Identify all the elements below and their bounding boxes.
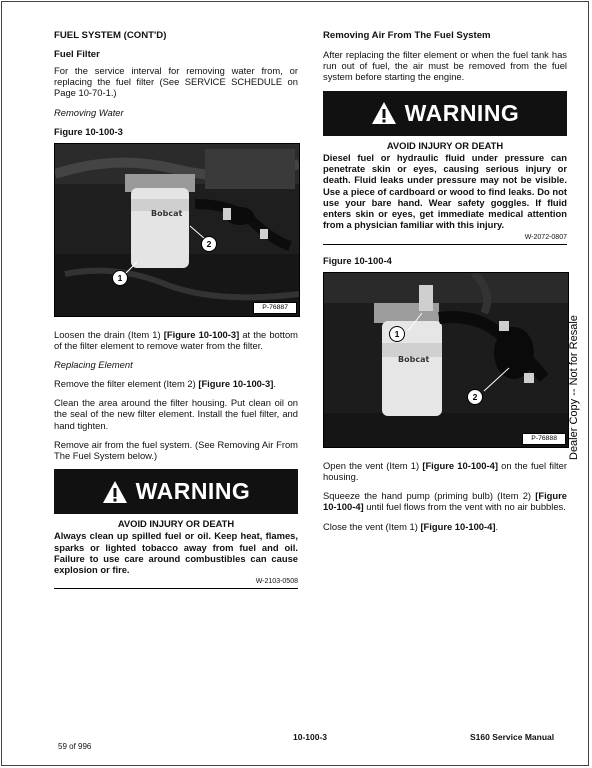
warning-triangle-icon	[102, 480, 128, 504]
figure-label: Figure 10-100-3	[54, 125, 123, 137]
intro-paragraph: After replacing the filter element or when the fuel tank has run out of fuel, the air must be removed from the fuel system before starting the engine.	[323, 49, 567, 83]
photo-illustration	[55, 144, 299, 316]
text: Remove the filter element (Item 2)	[54, 378, 199, 390]
warning-banner	[323, 91, 567, 136]
warning-title: WARNING	[135, 478, 251, 505]
text: .	[273, 378, 276, 390]
dealer-copy-watermark: Dealer Copy -- Not for Resale	[568, 315, 580, 460]
remove-element-paragraph	[54, 378, 298, 389]
warning-code: W-2072-0807	[524, 233, 567, 241]
drain-paragraph	[54, 329, 298, 351]
text: on the fuel filter housing.	[323, 459, 567, 482]
warning-body: Always clean up spilled fuel or oil. Keep heat, flames, sparks or lighted tobacco away from fuel and oil. Failure to use care around combustibles can cause explosion or fire.	[54, 530, 298, 576]
figure-code: P-76888	[522, 433, 566, 445]
figure-label: Figure 10-100-4	[323, 254, 392, 266]
text: Open the vent (Item 1)	[323, 459, 423, 471]
photo-brand-text: Bobcat	[151, 208, 183, 218]
section-heading: FUEL SYSTEM (CONT'D)	[54, 30, 167, 41]
figure-ref: [Figure 10-100-4]	[420, 520, 496, 532]
figure-ref: [Figure 10-100-3]	[163, 328, 240, 340]
callout-1: 1	[389, 326, 405, 342]
left-column	[54, 30, 298, 597]
text: .	[495, 520, 499, 532]
replacing-element-heading: Replacing Element	[54, 359, 133, 371]
callout-2: 2	[201, 236, 217, 252]
removing-water-heading: Removing Water	[54, 106, 124, 118]
warning-code: W-2103-0508	[255, 578, 298, 586]
photo-illustration	[324, 273, 568, 447]
warning-triangle-icon	[371, 101, 397, 125]
warning-box	[323, 91, 567, 245]
text: Squeeze the hand pump (priming bulb) (Item 2)	[323, 490, 536, 502]
callout-2: 2	[467, 389, 483, 405]
photo-brand-text: Bobcat	[398, 354, 430, 364]
page-number: 10-100-3	[293, 732, 328, 742]
section-heading: Removing Air From The Fuel System	[323, 30, 491, 41]
intro-paragraph: For the service interval for removing water from, or replacing the fuel filter (See SERVICE SCHEDULE on Page 10-70-1.)	[54, 65, 298, 99]
text: at the bottom of the filter element to remove water from the filter.	[54, 328, 298, 351]
figure-ref: [Figure 10-100-4]	[323, 490, 567, 513]
figure-ref: [Figure 10-100-4]	[422, 459, 498, 471]
squeeze-pump-paragraph	[323, 490, 567, 512]
warning-subtitle: AVOID INJURY OR DEATH	[386, 139, 504, 151]
manual-title: S160 Service Manual	[470, 732, 555, 742]
figure-ref: [Figure 10-100-3]	[198, 378, 274, 390]
close-vent-paragraph	[323, 521, 567, 532]
text: Close the vent (Item 1)	[323, 520, 421, 532]
warning-body: Diesel fuel or hydraulic fluid under pressure can penetrate skin or eyes, causing serious injury or death. Fluid leaks under pressure may not be visible. Use a piece of cardboard or wood to find leaks. Do not use your bare hand. Wear safety goggles. If fluid enters skin or eyes, get immediate medical attention from a physician familiar with this injury.	[323, 151, 567, 231]
figure-code: P-76887	[253, 302, 297, 314]
warning-title: WARNING	[404, 99, 520, 126]
remove-air-paragraph: Remove air from the fuel system. (See Removing Air From The Fuel System below.)	[54, 438, 298, 462]
warning-banner	[54, 469, 298, 514]
callout-1: 1	[112, 270, 128, 286]
text: until fuel flows from the vent with no air bubbles.	[363, 501, 566, 513]
clean-paragraph: Clean the area around the filter housing. Put clean oil on the seal of the new filter element. Install the fuel filter, and hand tighten.	[54, 397, 298, 431]
text: Loosen the drain (Item 1)	[54, 328, 164, 340]
warning-box	[54, 469, 298, 589]
open-vent-paragraph	[323, 460, 567, 482]
figure-photo-fuel-vent	[323, 272, 569, 448]
figure-photo-fuel-filter	[54, 143, 300, 317]
page-count: 59 of 996	[58, 742, 92, 751]
right-column	[323, 30, 567, 540]
subheading-fuel-filter: Fuel Filter	[54, 49, 100, 60]
warning-subtitle: AVOID INJURY OR DEATH	[117, 518, 235, 530]
